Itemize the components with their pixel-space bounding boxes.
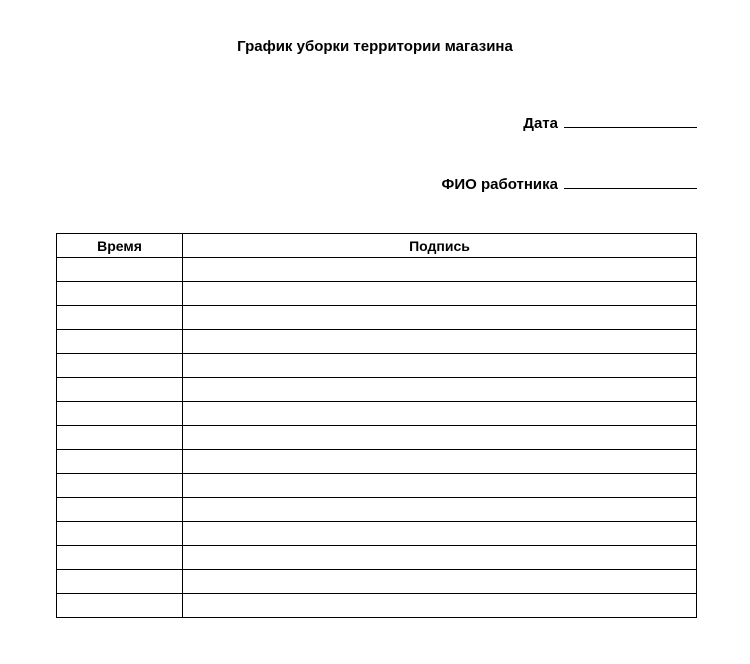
signature-cell[interactable] (183, 498, 697, 522)
worker-name-blank-line[interactable] (564, 174, 697, 189)
signature-cell[interactable] (183, 570, 697, 594)
signature-cell[interactable] (183, 474, 697, 498)
signature-cell[interactable] (183, 306, 697, 330)
table-body (57, 258, 697, 618)
table-row (57, 354, 697, 378)
table-row (57, 426, 697, 450)
table-row (57, 474, 697, 498)
document-title: График уборки территории магазина (237, 38, 513, 55)
cleaning-schedule-table (56, 233, 697, 618)
time-cell[interactable] (57, 306, 183, 330)
signature-cell[interactable] (183, 258, 697, 282)
time-cell[interactable] (57, 474, 183, 498)
time-column-header: Время (57, 234, 183, 258)
signature-cell[interactable] (183, 450, 697, 474)
date-label: Дата (523, 115, 558, 132)
signature-cell[interactable] (183, 354, 697, 378)
table-row (57, 450, 697, 474)
table-row (57, 522, 697, 546)
date-field (523, 113, 697, 133)
worker-name-label: ФИО работника (441, 176, 558, 193)
time-cell[interactable] (57, 570, 183, 594)
time-cell[interactable] (57, 426, 183, 450)
signature-column-header: Подпись (183, 234, 697, 258)
signature-cell[interactable] (183, 522, 697, 546)
time-cell[interactable] (57, 330, 183, 354)
date-blank-line[interactable] (564, 113, 697, 128)
time-cell[interactable] (57, 402, 183, 426)
signature-cell[interactable] (183, 282, 697, 306)
table-row (57, 258, 697, 282)
time-cell[interactable] (57, 594, 183, 618)
time-cell[interactable] (57, 546, 183, 570)
time-cell[interactable] (57, 354, 183, 378)
time-cell[interactable] (57, 282, 183, 306)
worker-name-field (442, 174, 697, 194)
signature-cell[interactable] (183, 402, 697, 426)
time-cell[interactable] (57, 498, 183, 522)
table-row (57, 378, 697, 402)
table-row (57, 402, 697, 426)
table-row (57, 282, 697, 306)
signature-cell[interactable] (183, 378, 697, 402)
time-cell[interactable] (57, 258, 183, 282)
time-cell[interactable] (57, 450, 183, 474)
table-row (57, 594, 697, 618)
time-cell[interactable] (57, 378, 183, 402)
table-row (57, 330, 697, 354)
table-row (57, 570, 697, 594)
table-row (57, 306, 697, 330)
signature-cell[interactable] (183, 546, 697, 570)
signature-cell[interactable] (183, 426, 697, 450)
signature-cell[interactable] (183, 594, 697, 618)
table-row (57, 546, 697, 570)
signature-cell[interactable] (183, 330, 697, 354)
table-row (57, 498, 697, 522)
table-header-row (57, 234, 697, 258)
time-cell[interactable] (57, 522, 183, 546)
